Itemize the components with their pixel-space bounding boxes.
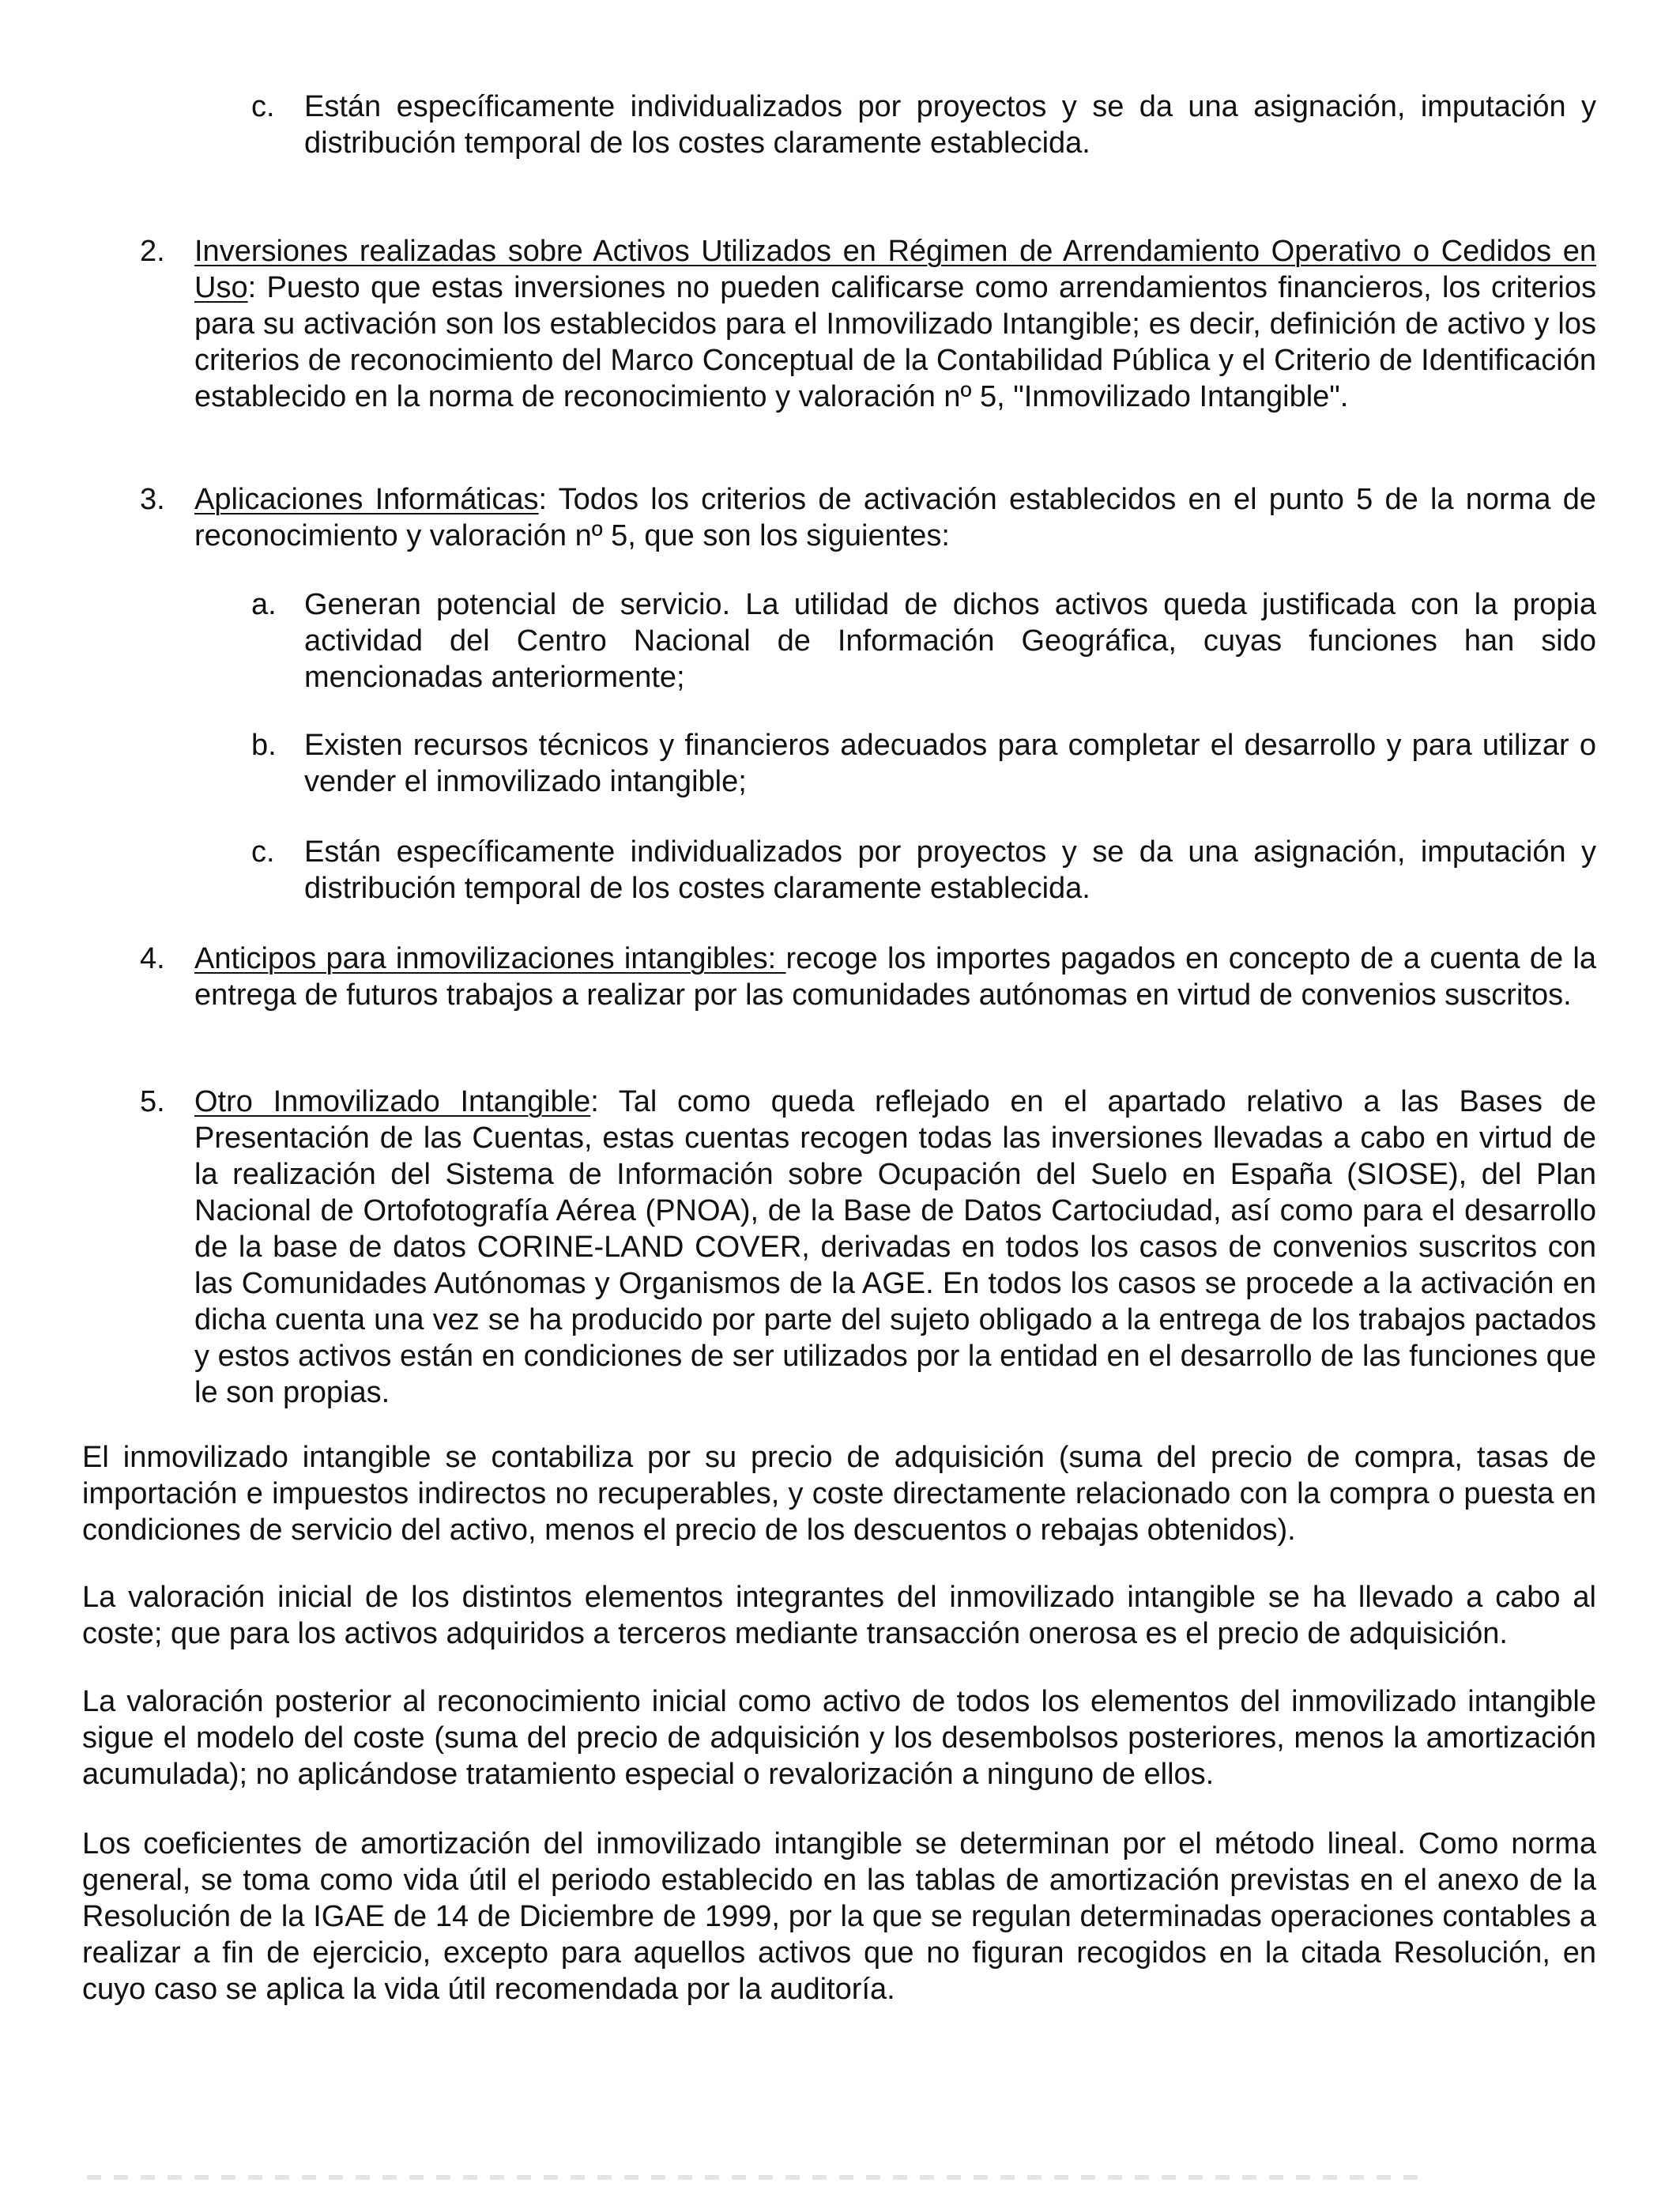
list-item-3a	[304, 586, 1596, 696]
paragraph-text: La valoración posterior al reconocimiento inicial como activo de todos los elementos del inmovilizado intangible sigue el modelo del coste (suma del precio de adquisición y los desembolsos posteriores, menos la amortización acumulada); no aplicándose tratamiento especial o revalorización a ninguno de ellos.	[82, 1685, 1596, 1791]
list-item-text	[194, 481, 1596, 554]
section-title: Otro Inmovilizado Intangible	[194, 1085, 591, 1118]
paragraph-1	[82, 1439, 1596, 1548]
list-marker-3a: a.	[251, 588, 277, 621]
paragraph-2	[82, 1579, 1596, 1652]
list-item-text: Generan potencial de servicio. La utilidad de dichos activos queda justificada con la propia actividad del Centro Nacional de Información Geográfica, cuyas funciones han sido mencionadas anteriormente;	[304, 588, 1596, 694]
list-marker-top-c: c.	[251, 90, 275, 123]
section-body: : Tal como queda reflejado en el apartado relativo a las Bases de Presentación de las Cuentas, estas cuentas recogen todas las inversiones llevadas a cabo en virtud de la realización del Sistema de Información sobre Ocupación del Suelo en España (SIOSE), del Plan Nacional de Ortofotografía Aérea (PNOA), de la Base de Datos Cartociudad, así como para el desarrollo de la base de datos CORINE-LAND COVER, derivadas en todos los casos de convenios suscritos con las Comunidades Autónomas y Organismos de la AGE. En todos los casos se procede a la activación en dicha cuenta una vez se ha producido por parte del sujeto obligado a la entrega de los trabajos pactados y estos activos están en condiciones de ser utilizados por la entidad en el desarrollo de las funciones que le son propias.	[194, 1085, 1596, 1409]
list-item-5	[194, 1084, 1596, 1411]
list-marker-3c: c.	[251, 835, 275, 869]
list-item-2	[194, 233, 1596, 415]
list-item-text	[194, 233, 1596, 415]
section-title: Anticipos para inmovilizaciones intangibles:	[194, 942, 786, 975]
paragraph-text: Los coeficientes de amortización del inmovilizado intangible se determinan por el método lineal. Como norma general, se toma como vida útil el periodo establecido en las tablas de amortización previstas en el anexo de la Resolución de la IGAE de 14 de Diciembre de 1999, por la que se regulan determinadas operaciones contables a realizar a fin de ejercicio, excepto para aquellos activos que no figuran recogidos en la citada Resolución, en cuyo caso se aplica la vida útil recomendada por la auditoría.	[82, 1827, 1596, 2006]
list-marker-3: 3.	[140, 483, 165, 516]
section-body: : Todos los criterios de activación establecidos en el punto 5 de la norma de reconocimiento y valoración nº 5, que son los siguientes:	[194, 483, 1596, 552]
list-marker-3b: b.	[251, 729, 277, 762]
list-item-top-c	[304, 89, 1596, 161]
list-item-text	[194, 1084, 1596, 1411]
scan-edge-artifact	[87, 2175, 1430, 2180]
list-item-3c	[304, 834, 1596, 907]
list-item-3	[194, 481, 1596, 554]
section-body: recoge los importes pagados en concepto de a cuenta de la entrega de futuros trabajos a realizar por las comunidades autónomas en virtud de convenios suscritos.	[194, 942, 1597, 1012]
list-marker-5: 5.	[140, 1085, 165, 1118]
list-item-text: Están específicamente individualizados por proyectos y se da una asignación, imputación y distribución temporal de los costes claramente establecida.	[304, 90, 1596, 160]
paragraph-3	[82, 1683, 1596, 1793]
list-marker-4: 4.	[140, 942, 165, 975]
list-item-4	[194, 941, 1596, 1013]
list-item-text: Existen recursos técnicos y financieros adecuados para completar el desarrollo y para utilizar o vender el inmovilizado intangible;	[304, 729, 1596, 798]
paragraph-text: La valoración inicial de los distintos elementos integrantes del inmovilizado intangible se ha llevado a cabo al coste; que para los activos adquiridos a terceros mediante transacción onerosa es el precio de adquisición.	[82, 1581, 1596, 1650]
paragraph-4	[82, 1826, 1596, 2007]
section-title: Inversiones realizadas sobre Activos Utilizados en Régimen de Arrendamiento Operativo o Cedidos en Uso	[194, 235, 1596, 304]
section-body: : Puesto que estas inversiones no pueden calificarse como arrendamientos financieros, los criterios para su activación son los establecidos para el Inmovilizado Intangible; es decir, definición de activo y los criterios de reconocimiento del Marco Conceptual de la Contabilidad Pública y el Criterio de Identificación establecido en la norma de reconocimiento y valoración nº 5, "Inmovilizado Intangible".	[194, 271, 1596, 413]
paragraph-text: El inmovilizado intangible se contabiliza por su precio de adquisición (suma del precio de compra, tasas de importación e impuestos indirectos no recuperables, y coste directamente relacionado con la compra o puesta en condiciones de servicio del activo, menos el precio de los descuentos o rebajas obtenidos).	[82, 1441, 1596, 1547]
section-title: Aplicaciones Informáticas	[194, 483, 539, 516]
list-item-3b	[304, 727, 1596, 800]
list-item-text	[194, 941, 1596, 1013]
list-marker-2: 2.	[140, 235, 165, 268]
list-item-text: Están específicamente individualizados por proyectos y se da una asignación, imputación y distribución temporal de los costes claramente establecida.	[304, 835, 1596, 905]
